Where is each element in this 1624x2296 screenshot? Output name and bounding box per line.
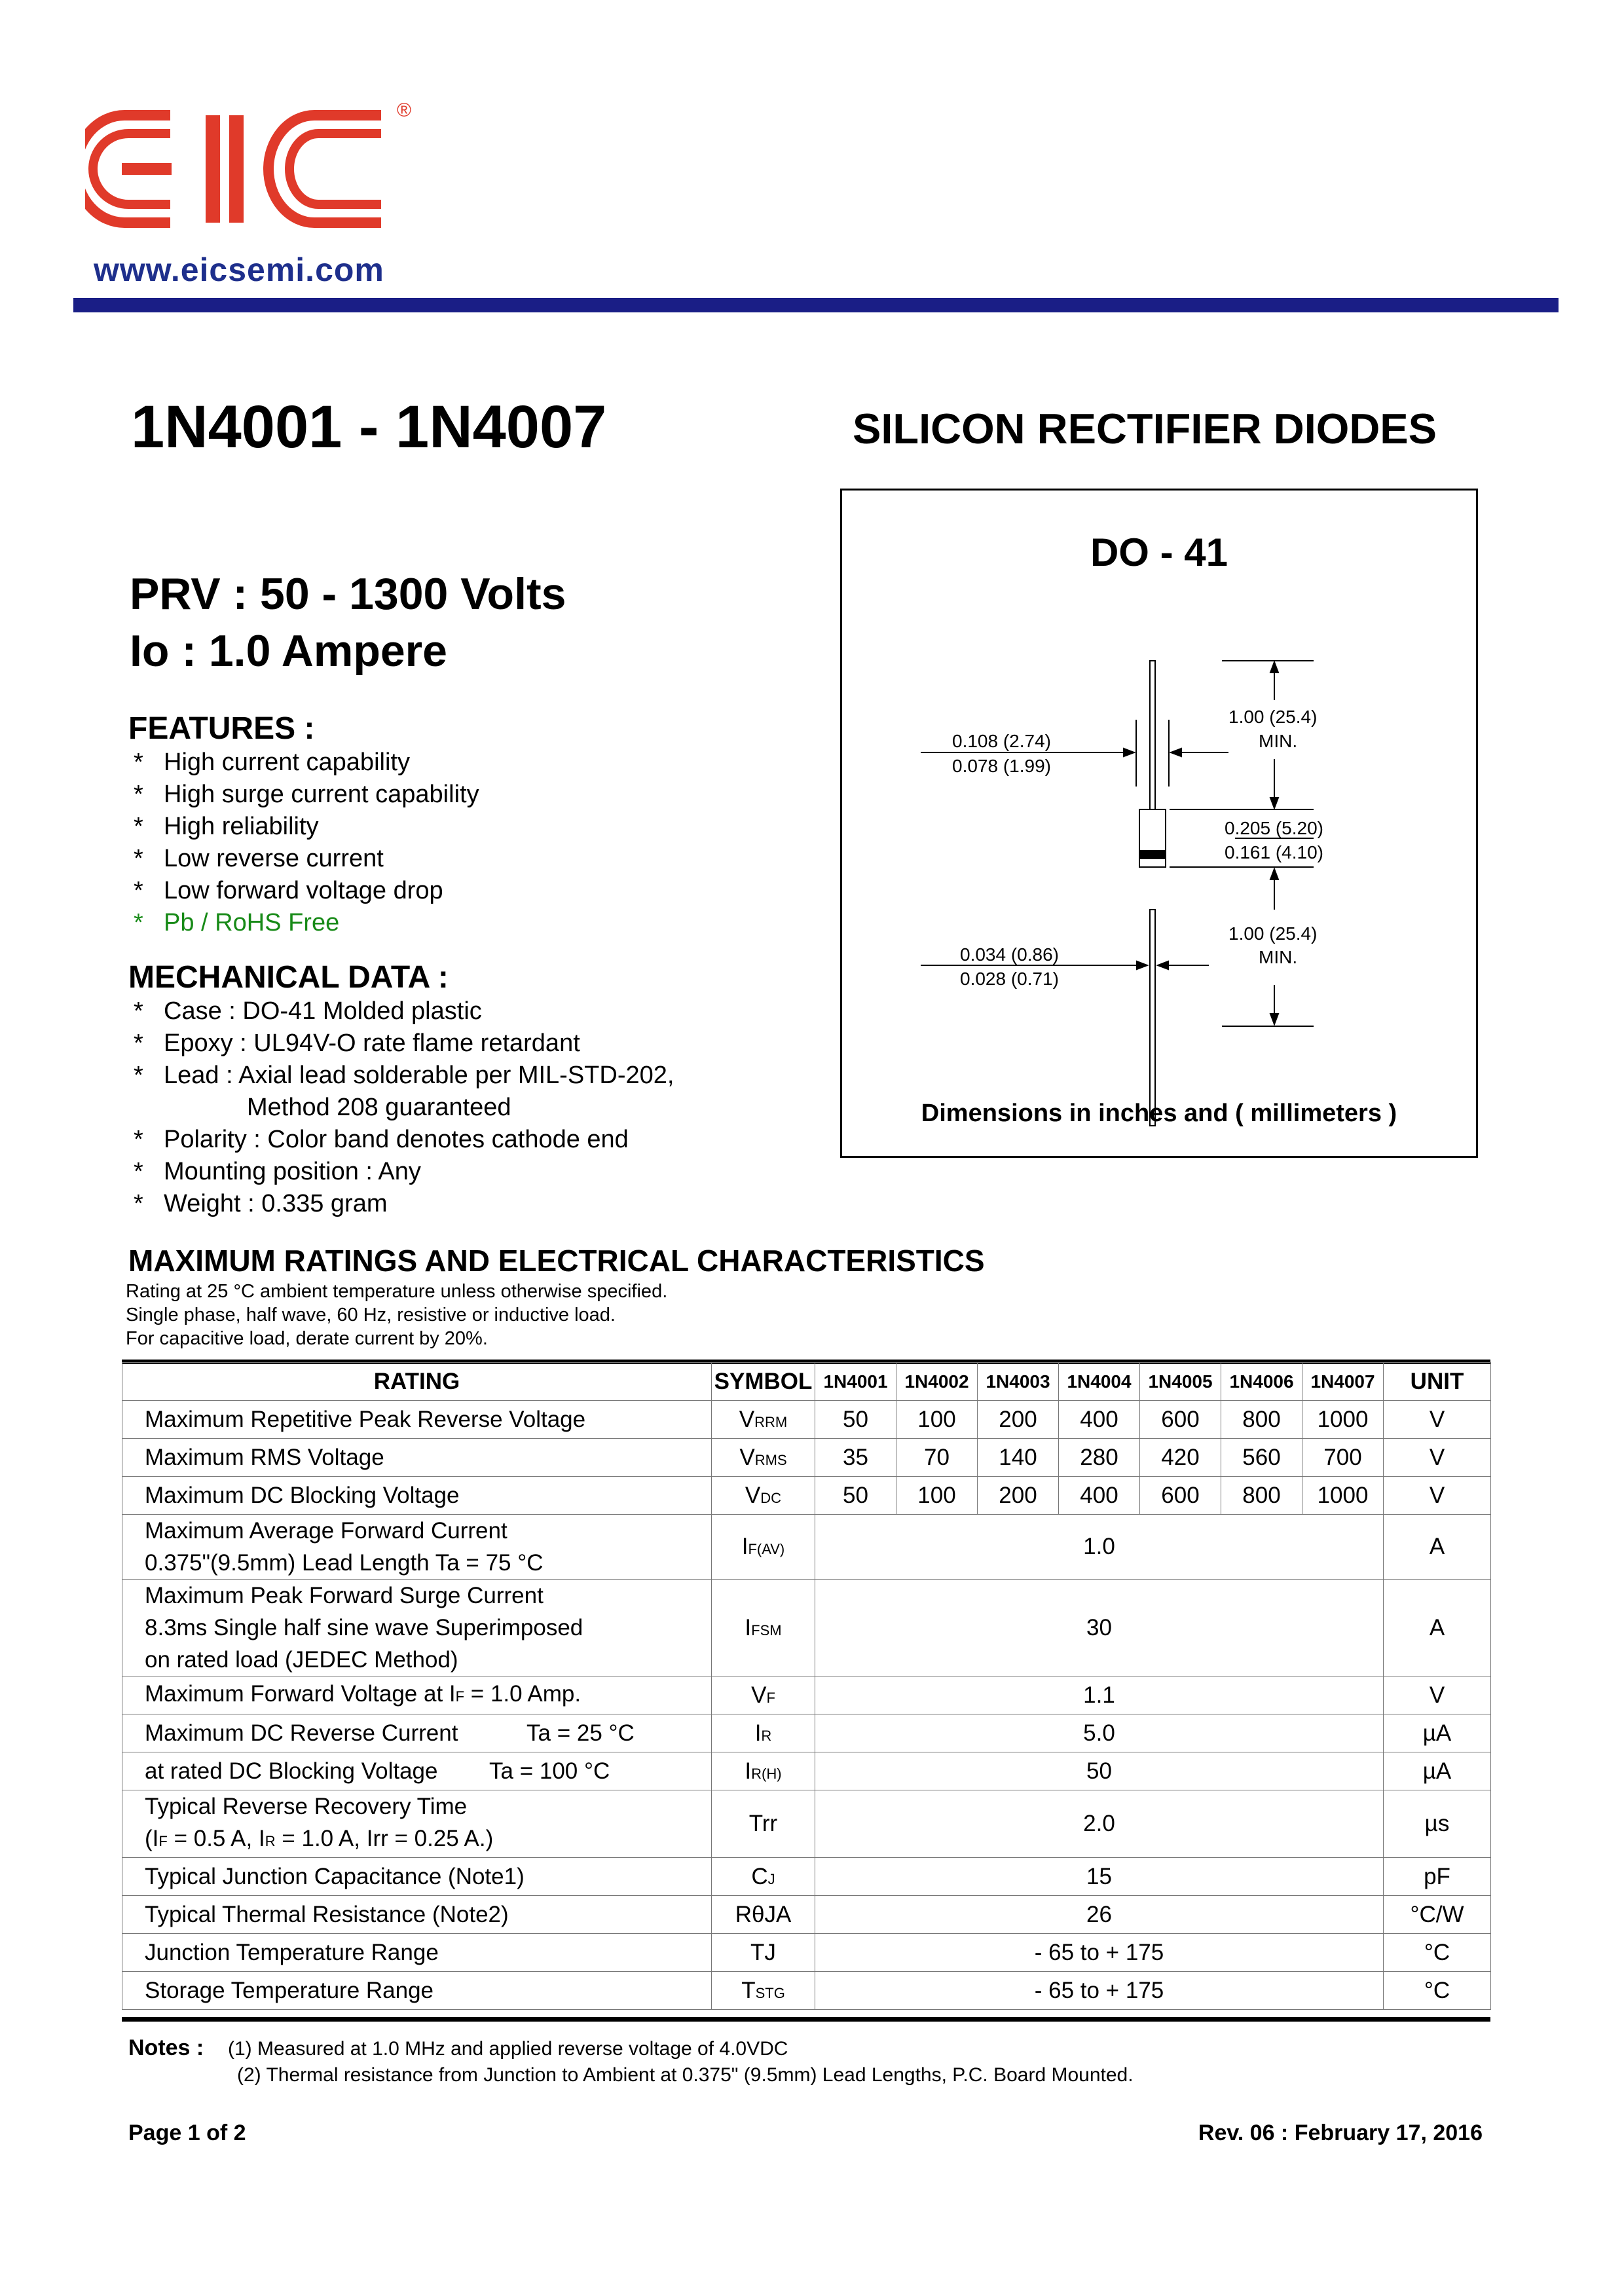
cathode-band (1139, 851, 1166, 859)
table-row-vrms: Maximum RMS Voltage VRMS 35 70 140 280 420 560 700 V (122, 1439, 1491, 1477)
package-outline-box (840, 489, 1478, 1158)
list-item: * Low forward voltage drop (134, 877, 443, 904)
ratings-heading: MAXIMUM RATINGS AND ELECTRICAL CHARACTERISTICS (128, 1244, 985, 1278)
list-item: * Polarity : Color band denotes cathode end (134, 1126, 629, 1153)
dim-lead-len-top: 1.00 (25.4) (1228, 707, 1318, 727)
list-item-rohs: * Pb / RoHS Free (134, 909, 340, 936)
dim-body-len-min: 0.161 (4.10) (1225, 842, 1323, 862)
list-item: * High surge current capability (134, 781, 479, 808)
dim-min-top: MIN. (1259, 731, 1298, 751)
header-device: 1N4002 (896, 1363, 978, 1401)
list-item: * Case : DO-41 Molded plastic (134, 997, 482, 1025)
table-row-trr: Typical Reverse Recovery Time (IF = 0.5 A, IR = 1.0 A, Irr = 0.25 A.) Trr 2.0 µs (122, 1790, 1491, 1858)
note-2: (2) Thermal resistance from Junction to Ambient at 0.375" (9.5mm) Lead Lengths, P.C. Board Mounted. (237, 2064, 1134, 2086)
table-row-tj: Junction Temperature Range TJ - 65 to + 175 °C (122, 1934, 1491, 1972)
table-row-ir: Maximum DC Reverse Current Ta = 25 °C IR 5.0 µA (122, 1714, 1491, 1752)
header-rating: RATING (122, 1363, 712, 1401)
table-row-irh: at rated DC Blocking Voltage Ta = 100 °C IR(H) 50 µA (122, 1752, 1491, 1790)
package-caption: Dimensions in inches and ( millimeters ) (921, 1100, 1397, 1127)
dim-wire-dia-min: 0.028 (0.71) (960, 969, 1059, 989)
header-device: 1N4003 (978, 1363, 1059, 1401)
list-item: * Weight : 0.335 gram (134, 1190, 388, 1217)
ratings-table (122, 1362, 1491, 2010)
features-list (128, 747, 479, 939)
list-item: * Lead : Axial lead solderable per MIL-STD-202, (134, 1062, 674, 1089)
dim-wire-dia-max: 0.034 (0.86) (960, 944, 1059, 965)
product-subtitle: SILICON RECTIFIER DIODES (853, 405, 1437, 453)
header-device: 1N4001 (815, 1363, 896, 1401)
registered-mark: ® (397, 100, 412, 121)
notes-label: Notes : (128, 2035, 204, 2060)
page-number: Page 1 of 2 (128, 2120, 246, 2145)
header-rule (73, 298, 1559, 312)
list-item: * High reliability (134, 813, 319, 840)
rating-condition-note: Rating at 25 °C ambient temperature unless otherwise specified. (126, 1281, 668, 1302)
table-row-ifsm: Maximum Peak Forward Surge Current 8.3ms Single half sine wave Superimposed on rated load (JEDEC Method) IFSM 30 A (122, 1580, 1491, 1676)
list-item: * High current capability (134, 749, 410, 776)
table-row-ifav: Maximum Average Forward Current 0.375"(9.5mm) Lead Length Ta = 75 °C IF(AV) 1.0 A (122, 1515, 1491, 1580)
dim-body-len-max: 0.205 (5.20) (1225, 818, 1323, 838)
list-item: * Mounting position : Any (134, 1158, 421, 1185)
note-1: (1) Measured at 1.0 MHz and applied reverse voltage of 4.0VDC (228, 2038, 788, 2060)
mechanical-list (128, 995, 674, 1220)
website-link[interactable]: www.eicsemi.com (94, 251, 384, 288)
header-unit: UNIT (1384, 1363, 1491, 1401)
dim-lead-dia-max: 0.108 (2.74) (952, 731, 1051, 751)
part-range-title: 1N4001 - 1N4007 (131, 394, 607, 460)
io-rating: Io : 1.0 Ampere (130, 626, 447, 676)
header-symbol: SYMBOL (712, 1363, 815, 1401)
list-item: * Epoxy : UL94V-O rate flame retardant (134, 1029, 580, 1057)
table-row-tstg: Storage Temperature Range TSTG - 65 to + 175 °C (122, 1972, 1491, 2010)
package-title: DO - 41 (1090, 530, 1228, 574)
header-device: 1N4006 (1221, 1363, 1302, 1401)
header-device: 1N4004 (1059, 1363, 1140, 1401)
prv-rating: PRV : 50 - 1300 Volts (130, 569, 566, 619)
table-header-row (122, 1363, 1491, 1401)
table-row-cj: Typical Junction Capacitance (Note1) CJ 15 pF (122, 1858, 1491, 1896)
mechanical-heading: MECHANICAL DATA : (128, 960, 449, 995)
table-bottom-rule (122, 2017, 1490, 2022)
list-item: Method 208 guaranteed (247, 1094, 511, 1121)
features-heading: FEATURES : (128, 711, 315, 746)
revision-date: Rev. 06 : February 17, 2016 (1198, 2120, 1483, 2145)
list-item: * Low reverse current (134, 845, 384, 872)
dim-lead-dia-min: 0.078 (1.99) (952, 756, 1051, 776)
logo-i-shape (206, 115, 220, 223)
eic-logo (85, 98, 426, 242)
table-row-vdc: Maximum DC Blocking Voltage VDC 50 100 200 400 600 800 1000 V (122, 1477, 1491, 1515)
bottom-lead (1150, 910, 1155, 1126)
header-device: 1N4005 (1140, 1363, 1221, 1401)
header-device: 1N4007 (1302, 1363, 1384, 1401)
table-row-rtheta: Typical Thermal Resistance (Note2) RθJA 26 °C/W (122, 1896, 1491, 1934)
rating-condition-note: Single phase, half wave, 60 Hz, resistive or inductive load. (126, 1305, 616, 1325)
rating-condition-note: For capacitive load, derate current by 20%. (126, 1328, 488, 1349)
dim-lead-len-bottom: 1.00 (25.4) (1228, 923, 1318, 944)
do41-outline-drawing (842, 491, 1476, 1156)
dim-min-bottom: MIN. (1259, 947, 1298, 967)
table-row-vf: Maximum Forward Voltage at IF = 1.0 Amp. VF 1.1 V (122, 1676, 1491, 1714)
table-row-vrrm: Maximum Repetitive Peak Reverse Voltage VRRM 50 100 200 400 600 800 1000 V (122, 1401, 1491, 1439)
